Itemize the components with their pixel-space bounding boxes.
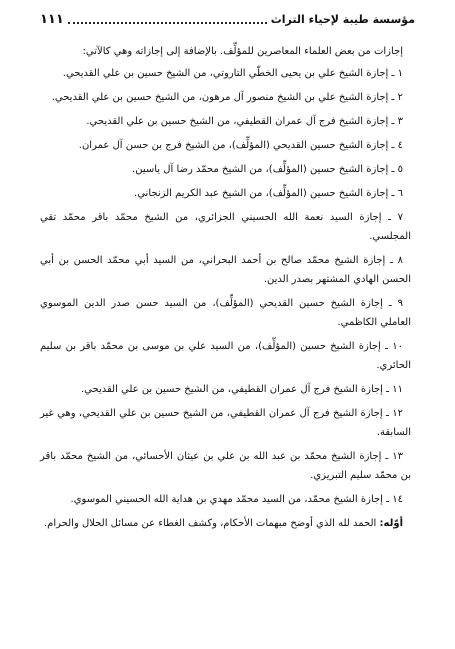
list-item: ٤ ـ إجازة الشيخ حسين القديحي (المؤلِّف)، من الشيخ فرج بن حسن آل عمران. (78, 140, 403, 151)
list-item: ٨ ـ إجازة الشيخ محمّد صالح بن أحمد البحراني، من السيد أبي محمّد الحسن بن أبي الحسن الهادي المشتهر بصدر الدين. (40, 255, 411, 285)
closing-text: الحمد لله الذي أوضح مبهمات الأحكام، وكشف الغطاء عن مسائل الحلال والحرام. (44, 518, 380, 529)
list-item: ١١ ـ إجازة الشيخ فرج آل عمران القطيفي، من الشيخ حسين بن علي القديحي. (80, 384, 403, 395)
list-item: ٧ ـ إجازة السيد نعمة الله الحسيني الجزائري، من الشيخ محمّد باقر محمّد تقي المجلسي. (40, 212, 411, 242)
intro-paragraph: إجازات من بعض العلماء المعاصرين للمؤلِّف. بالإضافة إلى إجازاته وهي كالآتي: (82, 46, 403, 57)
list-item: ٥ ـ إجازة الشيخ حسين (المؤلِّف)، من الشيخ محمّد رضا آل ياسين. (132, 164, 403, 175)
page-body (40, 42, 411, 538)
list-item: ٣ ـ إجازة الشيخ فرج آل عمران القطيفي، من الشيخ حسين بن علي القديحي. (86, 116, 403, 127)
list-item: ١٠ ـ إجازة الشيخ حسين (المؤلِّف)، من السيد علي بن موسى بن محمّد باقر بن سليم الحائري. (40, 341, 411, 371)
list-item: ١٤ ـ إجازة الشيخ محمّد، من السيد محمّد مهدي بن هداية الله الحسيني الموسوي. (70, 494, 403, 505)
header-dotted-leader (68, 21, 267, 24)
list-item: ١٢ ـ إجازة الشيخ فرج آل عمران القطيفي، من الشيخ حسين بن علي القديحي، وهي غير السابقة. (40, 408, 411, 438)
header-title: مؤسسة طيبة لإحياء التراث (270, 13, 415, 26)
closing-paragraph (40, 514, 411, 533)
page-header (40, 12, 415, 32)
list-item: ١ ـ إجازة الشيخ علي بن يحيى الخطّي التاروتي، من الشيخ حسين بن علي القديحي. (62, 68, 403, 79)
page-number: ١١١ (40, 12, 64, 27)
list-item: ٦ ـ إجازة الشيخ حسين (المؤلِّف)، من الشيخ عبد الكريم الزنجاني. (134, 188, 403, 199)
list-item: ١٣ ـ إجازة الشيخ محمّد بن عبد الله بن علي بن عيثان الأحسائي، من الشيخ محمّد باقر بن محمّد سليم التبريزي. (40, 451, 411, 481)
list-item: ٩ ـ إجازة الشيخ حسين القديحي (المؤلِّف)، من السيد حسن صدر الدين الموسوي العاملي الكاظمي. (40, 298, 411, 328)
closing-lead: أوّله: (379, 518, 403, 529)
list-item: ٢ ـ إجازة الشيخ علي بن الشيخ منصور آل مرهون، من الشيخ حسين بن علي القديحي. (51, 92, 403, 103)
